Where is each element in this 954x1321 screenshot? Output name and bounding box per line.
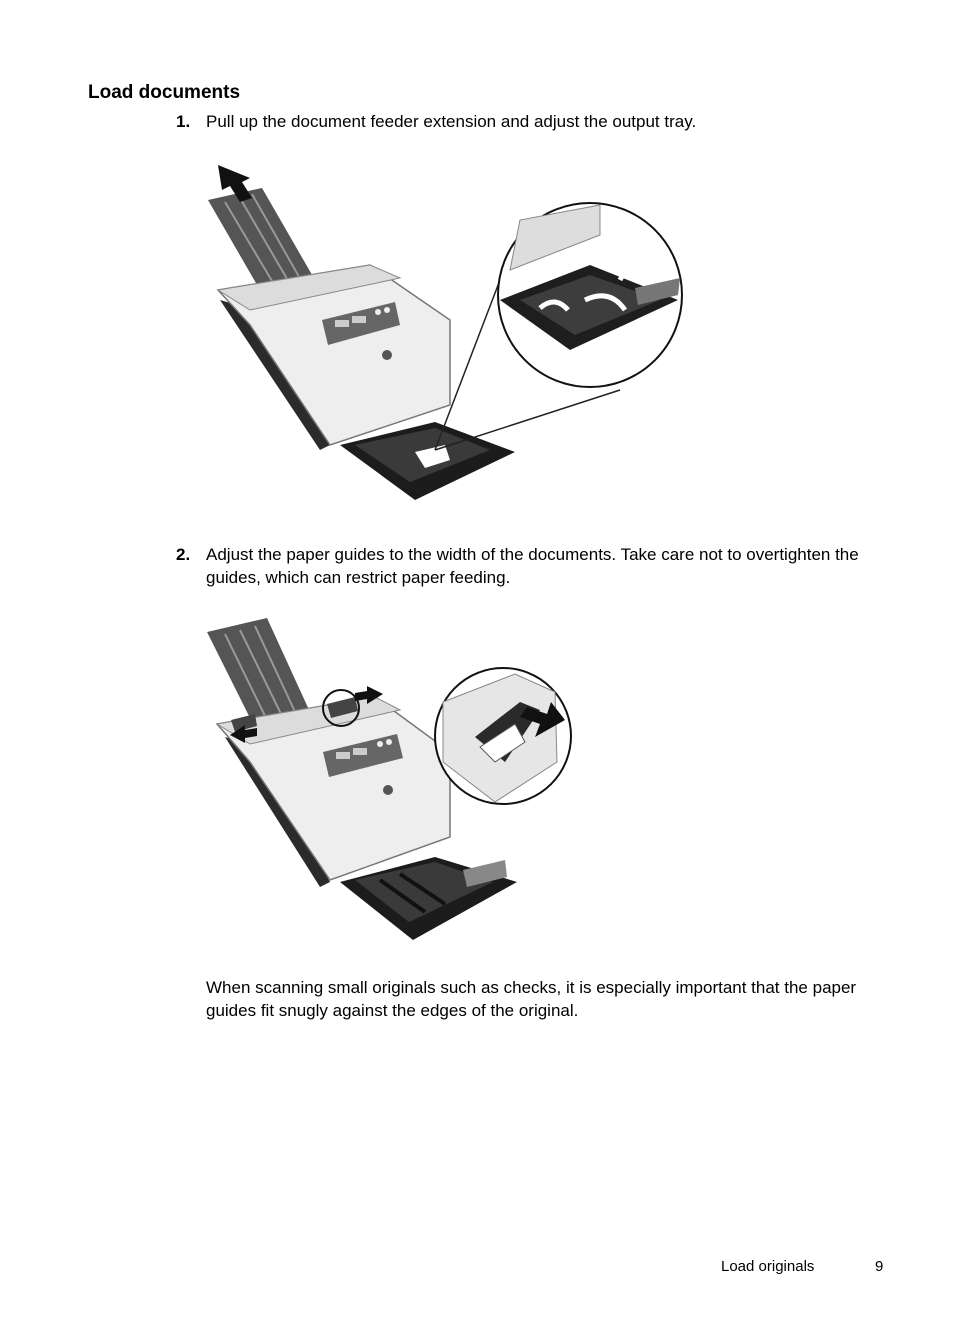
footer-page-number: 9 [875, 1258, 884, 1275]
footer-section-name: Load originals [721, 1258, 815, 1275]
scanner-illustration-paper-guides [195, 612, 585, 947]
step-text: Adjust the paper guides to the width of the documents. Take care not to overtighten the guides, which can restrict paper feeding. [206, 545, 859, 587]
step-number: 2. [176, 545, 191, 564]
brand-logo [382, 350, 392, 360]
note-paragraph: When scanning small originals such as checks, it is especially important that the paper guides fit snugly against the edges of the original. [206, 978, 857, 1020]
scanner-illustration-feeder-extension [190, 160, 700, 510]
step-text: Pull up the document feeder extension and adjust the output tray. [206, 112, 697, 131]
step-number: 1. [176, 112, 191, 131]
section-heading: Load documents [88, 82, 241, 103]
